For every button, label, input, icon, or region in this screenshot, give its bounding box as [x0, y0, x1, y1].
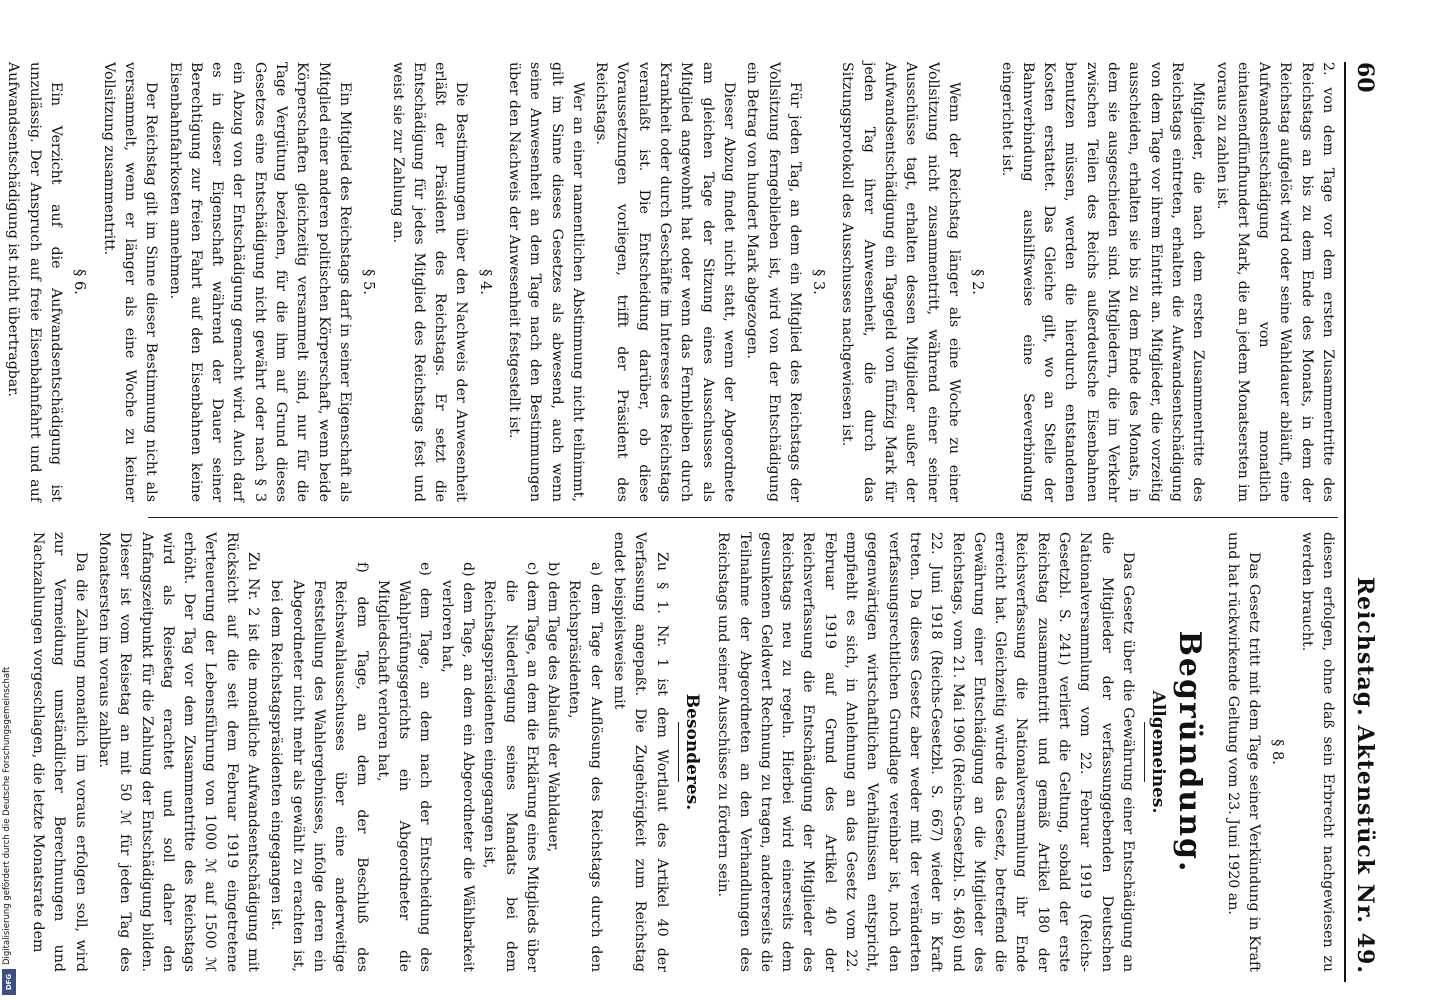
- page-header: [1344, 62, 1382, 982]
- heading-rule-2: [678, 722, 679, 782]
- enumerated-list: [265, 562, 606, 972]
- paragraph-item-2: 2. von dem Tage vor dem ersten Zusammentritte des Reichstags an bis zu dem Ende des Monats, in dem der Reichstag aufgelöst wird oder seine Wahldauer abläuft, eine Aufwandsentschädigung von monatlich eintausendfünfhundert Mark, die an jedem Monatsersten im voraus zu zahlen ist.: [1213, 62, 1336, 502]
- besonderes-paragraph-3: Da die Zahlung monatlich im voraus erfolgen soll, wird zur Vermeidung umständlicher Berechnungen und Nachzahlungen vorgeschlagen, die letzte Monatsrate dem: [30, 532, 89, 972]
- list-item: d) dem Tage, an dem ein Abgeordneter die Wählbarkeit verloren hat,: [438, 562, 477, 972]
- section-6-heading: § 6.: [71, 269, 88, 295]
- page-number: 60: [1352, 62, 1378, 93]
- section-2-text: Wenn der Reichstag länger als eine Woche zu einer Vollsitzung nicht zusammentritt, während einer seiner Ausschüsse tagt, erhalten dessen Mitglieder außer der Aufwandsentschädigung ein Tagegeld von fünfzig Mark für jeden Tag ihrer Anwesenheit, die durch das Sitzungsprotokoll des Ausschusses nachgewiesen ist.: [839, 62, 962, 502]
- section-5-paragraph-2: Der Reichstag gilt im Sinne dieser Bestimmung nicht als versammelt, wenn er länger als eine Woche zu keiner Vollsitzung zusammentritt.: [100, 62, 160, 502]
- allgemeines-heading: Allgemeines.: [1148, 690, 1169, 814]
- running-title: Reichstag. Aktenstück Nr. 49.: [1352, 576, 1378, 974]
- section-5-heading: § 5.: [360, 269, 377, 295]
- digitization-credit: Digitalisierung gefördert durch die Deutsche Forschungsgemeinschaft: [2, 666, 12, 965]
- right-column: [25, 532, 1338, 972]
- section-3-paragraph-2: Dieser Abzug findet nicht statt, wenn der Abgeordnete am gleichen Tage der Sitzung eines Ausschusses als Mitglied angewohnt hat oder wenn das Fernbleiben durch Krankheit oder durch Geschäfte im Interesse des Reichstags veranlaßt ist. Die Entscheidung darüber, ob diese Voraussetzungen vorliegen, trifft der Präsident des Reichstags.: [593, 62, 737, 502]
- list-item: c) dem Tage, an dem die Erklärung eines Mitglieds über die Niederlegung seines Mandats bei dem Reichstagspräsidenten eingegangen ist,: [481, 562, 540, 972]
- paragraph-mitglieder: Mitglieder, die nach dem ersten Zusammentritte des Reichstags eintreten, erhalten die Aufwandsentschädigung von dem Tage vor ihrem Eintritt an. Mitglieder, die vorzeitig ausscheiden, erhalten sie bis zu dem Ende des Monats, in dem sie ausgeschieden sind. Mitgliedern, die im Verkehr zwischen Teilen des Reichs außerdeutsche Eisenbahnen benutzen müssen, werden die hierdurch entstandenen Kosten erstattet. Das Gleiche gilt, wo an Stelle der Bahnverbindung aushilfsweise eine Seeverbindung eingerichtet ist.: [998, 62, 1207, 502]
- section-4-heading: § 4.: [476, 269, 493, 295]
- section-5-paragraph-1: Ein Mitglied des Reichstags darf in seiner Eigenschaft als Mitglied einer anderen politischen Körperschaft, wenn beide Körperschaften gleichzeitig versammelt sind, nur für die Tage Vergütung beziehen, für die ihm auf Grund dieses Gesetzes eine Entschädigung nicht gewährt oder nach § 3 ein Abzug von der Entschädigung gemacht wird. Auch darf es in dieser Eigenschaft während der Dauer seiner Berechtigung zur freien Fahrt auf den Eisenbahnen keine Eisenbahnfahrkosten annehmen.: [166, 62, 353, 502]
- section-3-heading: § 3.: [810, 269, 827, 295]
- besonderes-paragraph-1: Zu § 1. Nr. 1 ist dem Wortlaut des Artikel 40 der Verfassung angepaßt. Die Zugehörigkeit zum Reichstag endet beispielsweise mit: [611, 532, 670, 972]
- section-3-paragraph-1: Für jeden Tag, an dem ein Mitglied des Reichstags der Vollsitzung ferngeblieben ist, wird von der Entschädigung ein Betrag von hundert Mark abgezogen.: [744, 62, 803, 502]
- dfg-logo: [2, 969, 16, 995]
- left-column: [0, 62, 1338, 502]
- heading-rule: [1144, 722, 1145, 782]
- section-3-paragraph-3: Wer an einer namentlichen Abstimmung nicht teilnimmt, gilt im Sinne dieses Gesetzes als abwesend, auch wenn seine Anwesenheit an dem Tage nach den Bestimmungen über den Nachweis der Anwesenheit festgestellt ist.: [506, 62, 586, 502]
- continuation-text: diesen erfolgen, ohne daß sein Erbrecht nachgewiesen zu werden braucht.: [1298, 532, 1336, 972]
- besonderes-heading: Besonderes.: [681, 693, 702, 811]
- besonderes-paragraph-2: Zu Nr. 2 ist die monatliche Aufwandsentschädigung mit Rücksicht auf die seit dem Februar 1919 eingetretene Verteuerung der Lebensführung von 1000 ℳ auf 1500 ℳ erhöht. Der Tag vor dem Zusammentritte des Reichstags wird als Reisetag erachtet und soll daher den Anfangszeitpunkt für die Zahlung der Entschädigung bilden. Dieser ist vom Reisetag an mit 50 ℳ für jeden Tag des Monatsersten im voraus zahlbar.: [95, 532, 262, 972]
- column-divider: [148, 517, 1338, 518]
- begruendung-heading: Begründung.: [1171, 630, 1207, 874]
- dfg-logo-text: DFG: [5, 973, 13, 991]
- list-item: a) dem Tage der Auflösung des Reichstags durch den Reichspräsidenten,: [566, 562, 604, 972]
- list-item: e) dem Tage, an dem nach der Entscheidung des Wahlprüfungsgerichts ein Abgeordneter die Mitgliedschaft verloren hat,: [374, 562, 434, 972]
- section-2-heading: § 2.: [969, 269, 986, 295]
- list-item: f) dem Tage, an dem der Beschluß des Reichswahlausschusses über eine anderweitige Feststellung des Wahlergebnisses, infolge deren ein Abgeordneter nicht mehr als gewählt zu erachten ist, bei dem Reichstagspräsidenten eingegangen ist.: [268, 562, 370, 972]
- list-item: b) dem Tage des Ablaufs der Wahldauer,: [545, 562, 562, 853]
- section-8-heading: § 8.: [1269, 739, 1286, 765]
- section-6-text: Ein Verzicht auf die Aufwandsentschädigung ist unzulässig. Der Anspruch auf freie Eisenbahnfahrt und auf Aufwandsentschädigung ist nicht übertragbar.: [5, 62, 65, 502]
- allgemeines-text: Das Gesetz über die Gewährung einer Entschädigung an die Mitglieder der verfassunggebenden Deutschen Nationalversammlung vom 22. Februar 1919 (Reichs-Gesetzbl. S. 241) verliert die Geltung, sobald der erste Reichstag zusammentritt und gemäß Artikel 180 der Reichsverfassung die Nationalversammlung ihr Ende erreicht hat. Gleichzeitig würde das Gesetz, betreffend die Gewährung einer Entschädigung an die Mitglieder des Reichstags, vom 21. Mai 1906 (Reichs-Gesetzbl. S. 468) und 22. Juni 1918 (Reichs-Gesetzbl. S. 667) wieder in Kraft treten. Da dieses Gesetz aber weder mit der veränderten verfassungsrechtlichen Grundlage vereinbar ist, noch den gegenwärtigen wirtschaftlichen Verhältnissen entspricht, empfiehlt es sich, in Anlehnung an das Gesetz vom 22. Februar 1919 auf Grund des Artikel 40 der Reichsverfassung die Entschädigung der Mitglieder des Reichstags neu zu regeln. Hierbei wird einerseits dem gesunkenen Geldwert Rechnung zu tragen, andererseits die Teilnahme der Abgeordneten an den Verhandlungen des Reichstags und seiner Ausschüsse zu fördern sein.: [715, 532, 1136, 972]
- digitization-footer: [2, 605, 16, 995]
- section-8-text: Das Gesetz tritt mit dem Tage seiner Verkündung in Kraft und hat rückwirkende Geltung vom 23. Juni 1920 an.: [1224, 532, 1263, 972]
- section-4-text: Die Bestimmungen über den Nachweis der Anwesenheit erläßt der Präsident des Reichstags. Er setzt die Entschädigung für jedes Mitglied des Reichstags fest und weist sie zur Zahlung an.: [389, 62, 470, 502]
